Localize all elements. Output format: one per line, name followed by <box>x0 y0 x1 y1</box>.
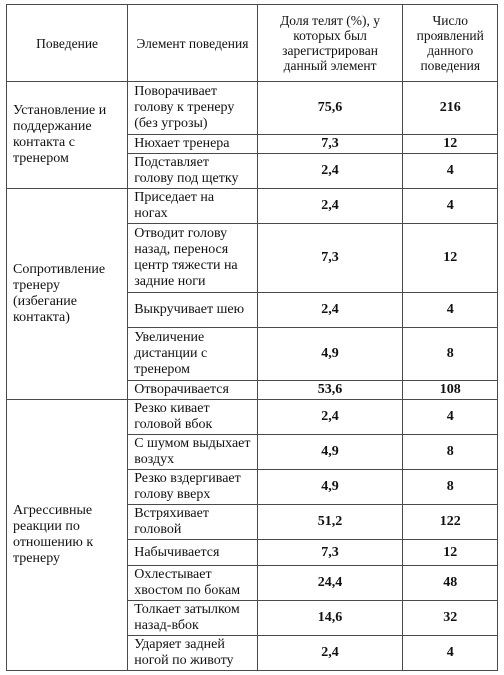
count-cell: 4 <box>403 189 498 224</box>
table-row <box>7 400 498 435</box>
count-cell: 4 <box>403 636 498 671</box>
share-cell: 4,9 <box>257 435 403 470</box>
element-cell: Встряхивает головой <box>128 505 257 540</box>
count-cell: 122 <box>403 505 498 540</box>
share-cell: 7,3 <box>257 540 403 566</box>
element-cell: Толкает затылком назад-вбок <box>128 601 257 636</box>
element-cell: Приседает на ногах <box>128 189 257 224</box>
share-cell: 2,4 <box>257 636 403 671</box>
share-cell: 2,4 <box>257 400 403 435</box>
count-cell: 216 <box>403 82 498 135</box>
header-count: Число проявлений данного поведения <box>403 5 498 82</box>
header-behavior: Поведение <box>7 5 128 82</box>
element-cell: Набычивается <box>128 540 257 566</box>
count-cell: 4 <box>403 154 498 189</box>
table-row <box>7 189 498 224</box>
header-element: Элемент поведения <box>128 5 257 82</box>
group-label: Сопротивление тренеру (избегание контакта) <box>7 189 128 400</box>
element-cell: Отводит голову назад, перенося центр тяжести на задние ноги <box>128 224 257 293</box>
count-cell: 48 <box>403 566 498 601</box>
table-header <box>7 5 498 82</box>
behavior-table <box>6 4 498 671</box>
count-cell: 8 <box>403 328 498 381</box>
element-cell: Увеличение дистанции с тренером <box>128 328 257 381</box>
share-cell: 51,2 <box>257 505 403 540</box>
count-cell: 32 <box>403 601 498 636</box>
count-cell: 8 <box>403 435 498 470</box>
count-cell: 8 <box>403 470 498 505</box>
share-cell: 14,6 <box>257 601 403 636</box>
share-cell: 7,3 <box>257 224 403 293</box>
element-cell: Отворачивается <box>128 381 257 400</box>
element-cell: Резко вздергивает голову вверх <box>128 470 257 505</box>
share-cell: 2,4 <box>257 293 403 328</box>
element-cell: Охлестывает хвостом по бокам <box>128 566 257 601</box>
group-label: Агрессивные реакции по отношению к тренеру <box>7 400 128 671</box>
table-row <box>7 82 498 135</box>
count-cell: 12 <box>403 224 498 293</box>
share-cell: 4,9 <box>257 470 403 505</box>
header-row <box>7 5 498 82</box>
share-cell: 2,4 <box>257 189 403 224</box>
share-cell: 75,6 <box>257 82 403 135</box>
count-cell: 4 <box>403 400 498 435</box>
element-cell: Нюхает тренера <box>128 135 257 154</box>
share-cell: 2,4 <box>257 154 403 189</box>
share-cell: 4,9 <box>257 328 403 381</box>
element-cell: Резко кивает головой вбок <box>128 400 257 435</box>
table-body <box>7 82 498 671</box>
element-cell: Выкручивает шею <box>128 293 257 328</box>
count-cell: 12 <box>403 540 498 566</box>
element-cell: Ударяет задней ногой по животу <box>128 636 257 671</box>
element-cell: Поворачивает голову к тренеру (без угрозы) <box>128 82 257 135</box>
count-cell: 108 <box>403 381 498 400</box>
header-share: Доля телят (%), у которых был зарегистрирован данный элемент <box>257 5 403 82</box>
share-cell: 53,6 <box>257 381 403 400</box>
share-cell: 7,3 <box>257 135 403 154</box>
element-cell: Подставляет голову под щетку <box>128 154 257 189</box>
share-cell: 24,4 <box>257 566 403 601</box>
group-label: Установление и поддержание контакта с тренером <box>7 82 128 189</box>
count-cell: 12 <box>403 135 498 154</box>
element-cell: С шумом выдыхает воздух <box>128 435 257 470</box>
count-cell: 4 <box>403 293 498 328</box>
